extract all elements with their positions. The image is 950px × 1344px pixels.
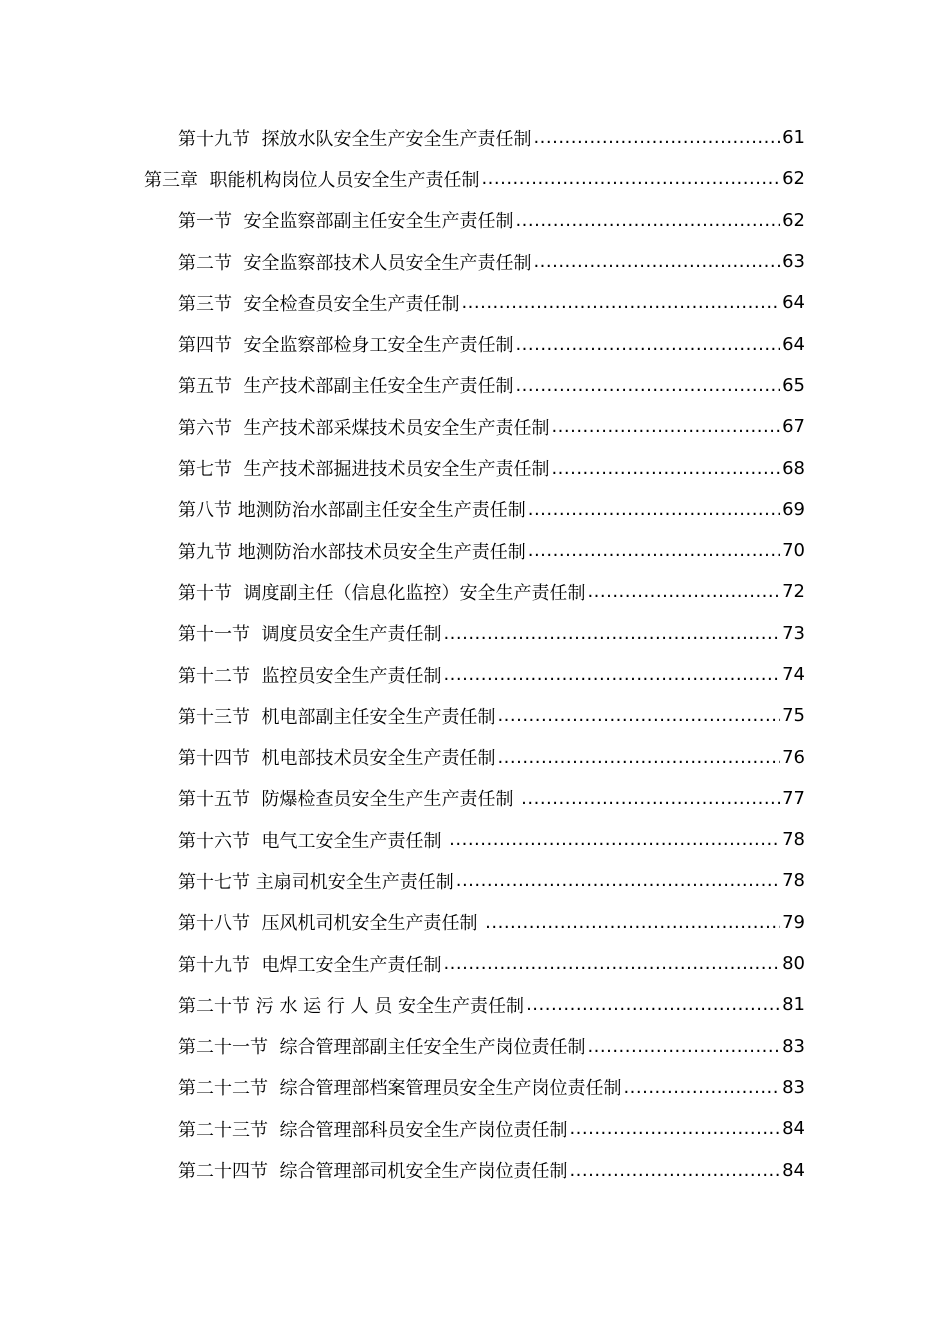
toc-page-number: 76 xyxy=(782,746,805,768)
toc-section-entry[interactable] xyxy=(0,323,950,364)
toc-dot-leader xyxy=(533,127,780,148)
toc-entry-content[interactable] xyxy=(178,620,805,646)
toc-entry-title: 第十节 调度副主任（信息化监控）安全生产责任制 xyxy=(178,582,586,604)
toc-entry-content[interactable] xyxy=(178,785,805,811)
toc-entry-content[interactable] xyxy=(178,951,805,977)
toc-section-entry[interactable] xyxy=(0,282,950,323)
toc-dot-leader xyxy=(551,458,780,479)
toc-page-number: 69 xyxy=(782,498,805,520)
toc-page-number: 81 xyxy=(782,994,805,1016)
toc-entry-content[interactable] xyxy=(178,909,805,935)
toc-entry-content[interactable] xyxy=(178,414,805,440)
toc-entry-content[interactable] xyxy=(178,744,805,770)
toc-section-entry[interactable] xyxy=(0,695,950,736)
toc-dot-leader xyxy=(461,292,780,313)
toc-page-number: 77 xyxy=(782,787,805,809)
toc-chapter-entry[interactable] xyxy=(0,158,950,199)
toc-entry-content[interactable] xyxy=(178,827,805,853)
toc-entry-title: 第二十四节 综合管理部司机安全生产岗位责任制 xyxy=(178,1161,568,1183)
toc-page-number: 61 xyxy=(782,127,805,149)
toc-entry-content[interactable] xyxy=(178,372,805,398)
toc-section-entry[interactable] xyxy=(0,447,950,488)
toc-section-entry[interactable] xyxy=(0,654,950,695)
toc-entry-title: 第十二节 监控员安全生产责任制 xyxy=(178,665,442,687)
toc-entry-content[interactable] xyxy=(178,331,805,357)
toc-entry-title: 第六节 生产技术部采煤技术员安全生产责任制 xyxy=(178,417,550,439)
toc-section-entry[interactable] xyxy=(0,365,950,406)
toc-entry-content[interactable] xyxy=(178,125,805,151)
toc-section-entry[interactable] xyxy=(0,984,950,1025)
toc-dot-leader xyxy=(515,210,780,231)
toc-entry-title: 第二节 安全监察部技术人员安全生产责任制 xyxy=(178,252,532,274)
toc-page-number: 62 xyxy=(782,209,805,231)
toc-dot-leader xyxy=(521,788,780,809)
toc-dot-leader xyxy=(569,1160,780,1181)
toc-section-entry[interactable] xyxy=(0,571,950,612)
toc-page-number: 78 xyxy=(782,829,805,851)
toc-entry-title: 第十八节 压风机司机安全生产责任制 xyxy=(178,913,484,935)
toc-dot-leader xyxy=(551,416,780,437)
toc-page-number: 79 xyxy=(782,911,805,933)
toc-dot-leader xyxy=(533,251,780,272)
toc-entry-title: 第七节 生产技术部掘进技术员安全生产责任制 xyxy=(178,459,550,481)
toc-entry-title: 第十六节 电气工安全生产责任制 xyxy=(178,830,448,852)
toc-entry-content[interactable] xyxy=(178,1157,805,1183)
toc-section-entry[interactable] xyxy=(0,860,950,901)
toc-section-entry[interactable] xyxy=(0,117,950,158)
toc-page-number: 75 xyxy=(782,705,805,727)
toc-dot-leader xyxy=(587,581,780,602)
toc-entry-title: 第十五节 防爆检查员安全生产生产责任制 xyxy=(178,789,520,811)
toc-entry-title: 第五节 生产技术部副主任安全生产责任制 xyxy=(178,376,514,398)
toc-entry-title: 第二十二节 综合管理部档案管理员安全生产岗位责任制 xyxy=(178,1078,622,1100)
toc-entry-content[interactable] xyxy=(178,538,805,564)
toc-dot-leader xyxy=(528,540,780,561)
toc-section-entry[interactable] xyxy=(0,1067,950,1108)
toc-section-entry[interactable] xyxy=(0,819,950,860)
toc-entry-title: 第十三节 机电部副主任安全生产责任制 xyxy=(178,706,496,728)
toc-page-number: 64 xyxy=(782,292,805,314)
toc-entry-content[interactable] xyxy=(178,249,805,275)
toc-dot-leader xyxy=(587,1036,780,1057)
toc-page-number: 63 xyxy=(782,251,805,273)
toc-page-number: 72 xyxy=(782,581,805,603)
toc-page-number: 68 xyxy=(782,457,805,479)
toc-section-entry[interactable] xyxy=(0,902,950,943)
toc-dot-leader xyxy=(443,623,780,644)
toc-section-entry[interactable] xyxy=(0,778,950,819)
toc-entry-title: 第十四节 机电部技术员安全生产责任制 xyxy=(178,748,496,770)
toc-entry-title: 第十九节 探放水队安全生产安全生产责任制 xyxy=(178,128,532,150)
toc-entry-title: 第二十节 污 水 运 行 人 员 安全生产责任制 xyxy=(178,995,525,1017)
toc-entry-title: 第三节 安全检查员安全生产责任制 xyxy=(178,293,460,315)
toc-dot-leader xyxy=(623,1077,780,1098)
toc-section-entry[interactable] xyxy=(0,489,950,530)
toc-entry-content[interactable] xyxy=(178,868,805,894)
toc-page-number: 74 xyxy=(782,664,805,685)
toc-dot-leader xyxy=(497,705,780,726)
toc-section-entry[interactable] xyxy=(0,200,950,241)
toc-page-number: 65 xyxy=(782,374,805,396)
toc-entry-content[interactable] xyxy=(178,703,805,729)
toc-page-number: 83 xyxy=(782,1035,805,1057)
toc-entry-content[interactable] xyxy=(178,290,805,316)
table-of-contents xyxy=(0,117,950,1191)
toc-section-entry[interactable] xyxy=(0,241,950,282)
toc-section-entry[interactable] xyxy=(0,613,950,654)
toc-page-number: 64 xyxy=(782,333,805,355)
toc-entry-title: 第二十三节 综合管理部科员安全生产岗位责任制 xyxy=(178,1119,568,1141)
toc-entry-content[interactable] xyxy=(178,455,805,481)
toc-dot-leader xyxy=(497,747,780,768)
toc-dot-leader xyxy=(449,829,780,850)
toc-dot-leader xyxy=(485,912,780,933)
toc-section-entry[interactable] xyxy=(0,1108,950,1149)
toc-section-entry[interactable] xyxy=(0,736,950,777)
toc-page-number: 84 xyxy=(782,1159,805,1181)
toc-entry-title: 第十七节 主扇司机安全生产责任制 xyxy=(178,871,454,893)
toc-dot-leader xyxy=(569,1118,780,1139)
toc-entry-title: 第一节 安全监察部副主任安全生产责任制 xyxy=(178,211,514,233)
toc-entry-title: 第三章 职能机构岗位人员安全生产责任制 xyxy=(144,169,480,191)
toc-page-number: 83 xyxy=(782,1076,805,1098)
toc-page-number: 70 xyxy=(782,540,805,562)
toc-page-number: 78 xyxy=(782,870,805,892)
toc-entry-title: 第四节 安全监察部检身工安全生产责任制 xyxy=(178,335,514,357)
toc-entry-content[interactable] xyxy=(178,1033,805,1059)
toc-page-number: 80 xyxy=(782,953,805,975)
toc-entry-content[interactable] xyxy=(178,1074,805,1100)
toc-dot-leader xyxy=(443,664,780,685)
toc-entry-content[interactable] xyxy=(178,992,805,1018)
toc-section-entry[interactable] xyxy=(0,530,950,571)
toc-entry-content[interactable] xyxy=(178,579,805,605)
toc-dot-leader xyxy=(443,953,780,974)
toc-dot-leader xyxy=(456,870,780,891)
toc-dot-leader xyxy=(515,375,780,396)
toc-entry-content[interactable] xyxy=(178,1116,805,1142)
toc-entry-content[interactable] xyxy=(178,662,805,688)
toc-dot-leader xyxy=(526,994,780,1015)
toc-entry-title: 第二十一节 综合管理部副主任安全生产岗位责任制 xyxy=(178,1037,586,1059)
toc-entry-content[interactable] xyxy=(178,207,805,233)
toc-section-entry[interactable] xyxy=(0,1026,950,1067)
toc-section-entry[interactable] xyxy=(0,1149,950,1190)
toc-dot-leader xyxy=(481,168,780,189)
toc-entry-title: 第八节 地测防治水部副主任安全生产责任制 xyxy=(178,500,526,522)
toc-entry-content[interactable] xyxy=(144,166,805,192)
toc-entry-title: 第九节 地测防治水部技术员安全生产责任制 xyxy=(178,541,526,563)
toc-page-number: 67 xyxy=(782,416,805,438)
toc-page-number: 62 xyxy=(782,168,805,190)
toc-page-number: 84 xyxy=(782,1118,805,1140)
toc-section-entry[interactable] xyxy=(0,406,950,447)
toc-dot-leader xyxy=(528,499,780,520)
toc-entry-title: 第十九节 电焊工安全生产责任制 xyxy=(178,954,442,976)
toc-entry-title: 第十一节 调度员安全生产责任制 xyxy=(178,624,442,646)
toc-entry-content[interactable] xyxy=(178,496,805,522)
toc-page-number: 73 xyxy=(782,622,805,644)
toc-dot-leader xyxy=(515,334,780,355)
toc-section-entry[interactable] xyxy=(0,943,950,984)
